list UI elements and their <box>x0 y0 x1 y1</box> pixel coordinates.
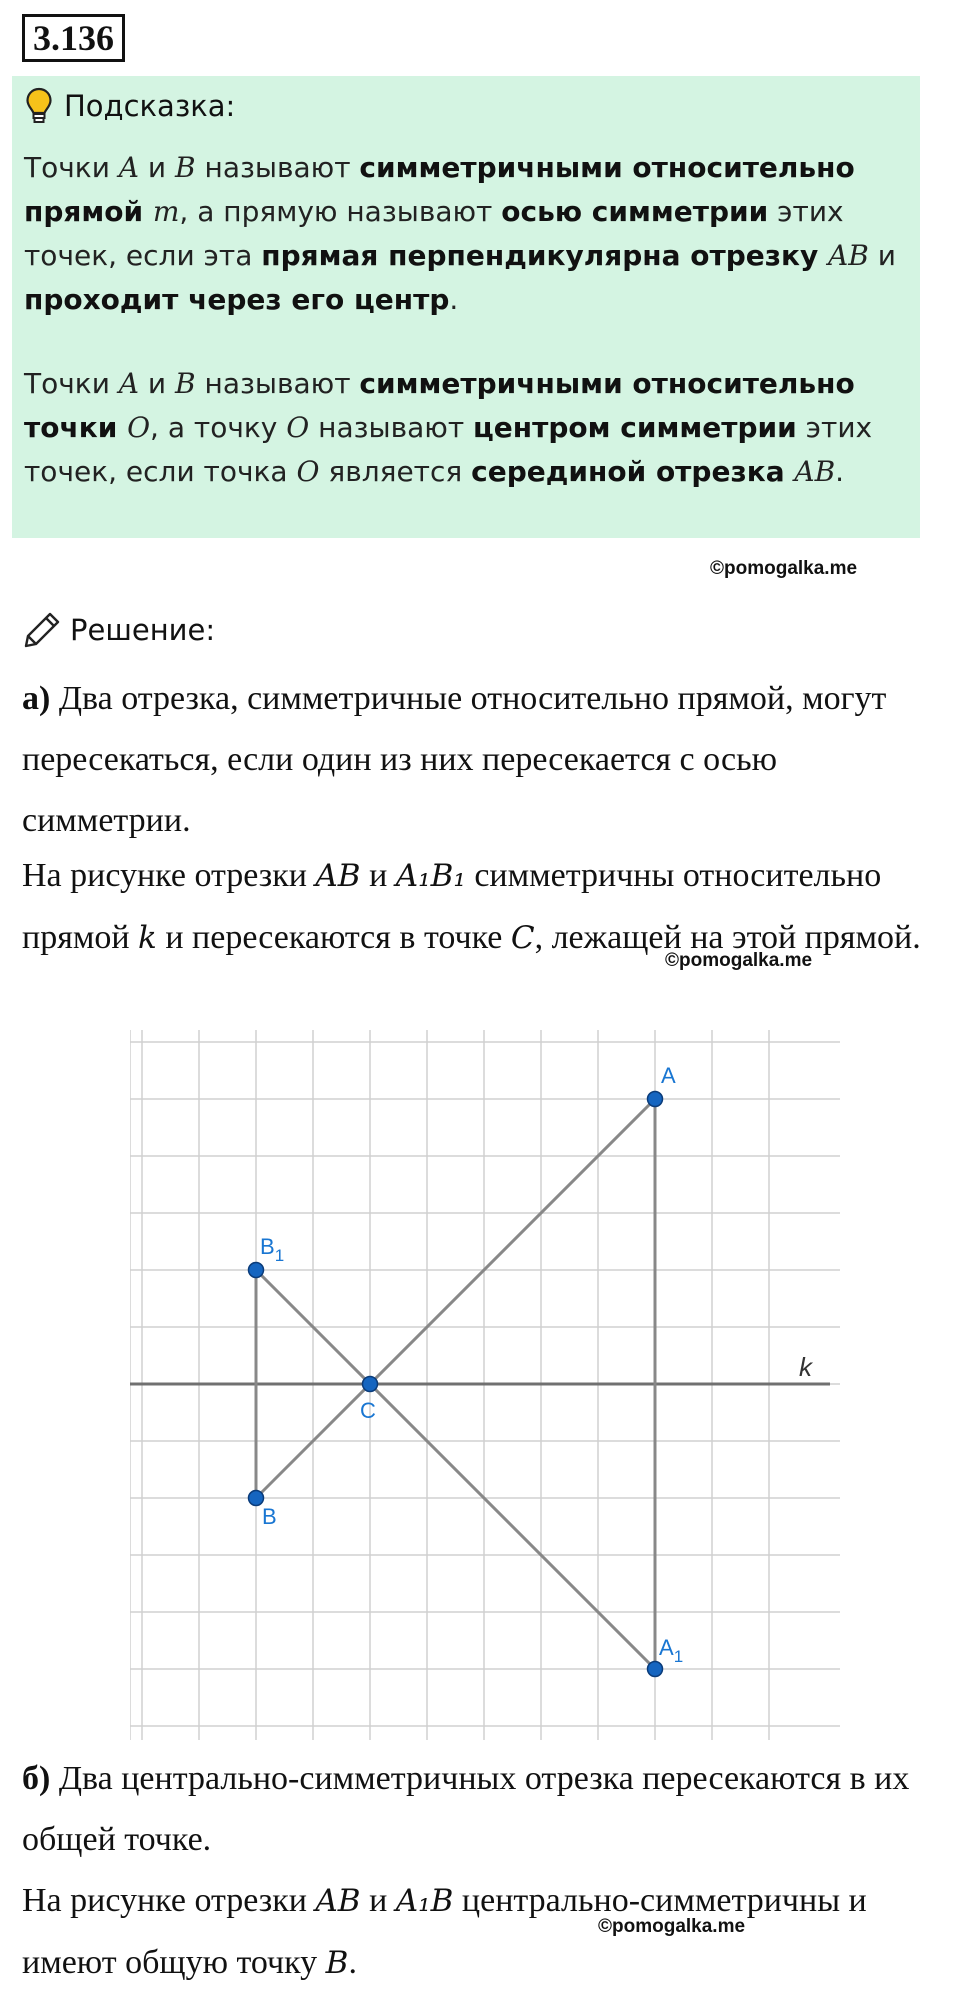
part-b-statement: б) Два центрально-симметричных отрезка пересекаются в их общей точке. <box>22 1760 910 1858</box>
hint-title <box>26 84 235 128</box>
segment-A1-B1 <box>256 1270 655 1669</box>
part-a-figure-description: На рисунке отрезки AB и A₁B₁ симметричны относительно прямой k и пересекаются в точке C, лежащей на этой прямой. <box>22 857 921 956</box>
part-b-figure-description: На рисунке отрезки AB и A₁B центрально-симметричны и имеют общую точку B. <box>22 1882 867 1981</box>
point-B1 <box>249 1263 264 1278</box>
pencil-icon <box>22 610 62 650</box>
segment-A-B <box>256 1099 655 1498</box>
solution-title-text: Решение: <box>70 613 216 647</box>
point-label-C: C <box>360 1398 376 1423</box>
point-label-B1: $B_1$ <box>260 1234 285 1265</box>
watermark: ©pomogalka.me <box>710 558 858 579</box>
problem-number: 3.136 <box>22 14 125 62</box>
part-a-statement: а) Два отрезка, симметричные относительно прямой, могут пересекаться, если один из них пересекается с осью симметрии. <box>22 680 887 839</box>
hint-paragraph-line-symmetry: Точки A и B называют симметричными относительно прямой m, а прямую называют осью симметрии этих точек, если эта прямая перпендикулярна отрезку AB и проходит через его центр. <box>24 151 896 316</box>
hint-paragraph-point-symmetry: Точки A и B называют симметричными относительно точки O, а точку O называют центром симметрии этих точек, если точка O является серединой отрезка AB. <box>24 367 873 488</box>
lightbulb-icon <box>26 87 52 125</box>
symmetry-diagram <box>130 1030 840 1740</box>
watermark: ©pomogalka.me <box>598 1916 746 1937</box>
symmetry-figure <box>130 1030 840 1740</box>
hint-box <box>12 76 920 538</box>
point-C <box>363 1377 378 1392</box>
point-label-B: B <box>262 1504 277 1529</box>
point-label-A1: $A_1$ <box>659 1635 684 1666</box>
point-label-A: A <box>661 1063 676 1088</box>
point-A1 <box>648 1662 663 1677</box>
hint-title-text: Подсказка: <box>64 89 236 123</box>
point-A <box>648 1092 663 1107</box>
axis-label-k: k <box>799 1352 812 1382</box>
solution-title <box>22 608 215 652</box>
watermark: ©pomogalka.me <box>665 950 813 971</box>
